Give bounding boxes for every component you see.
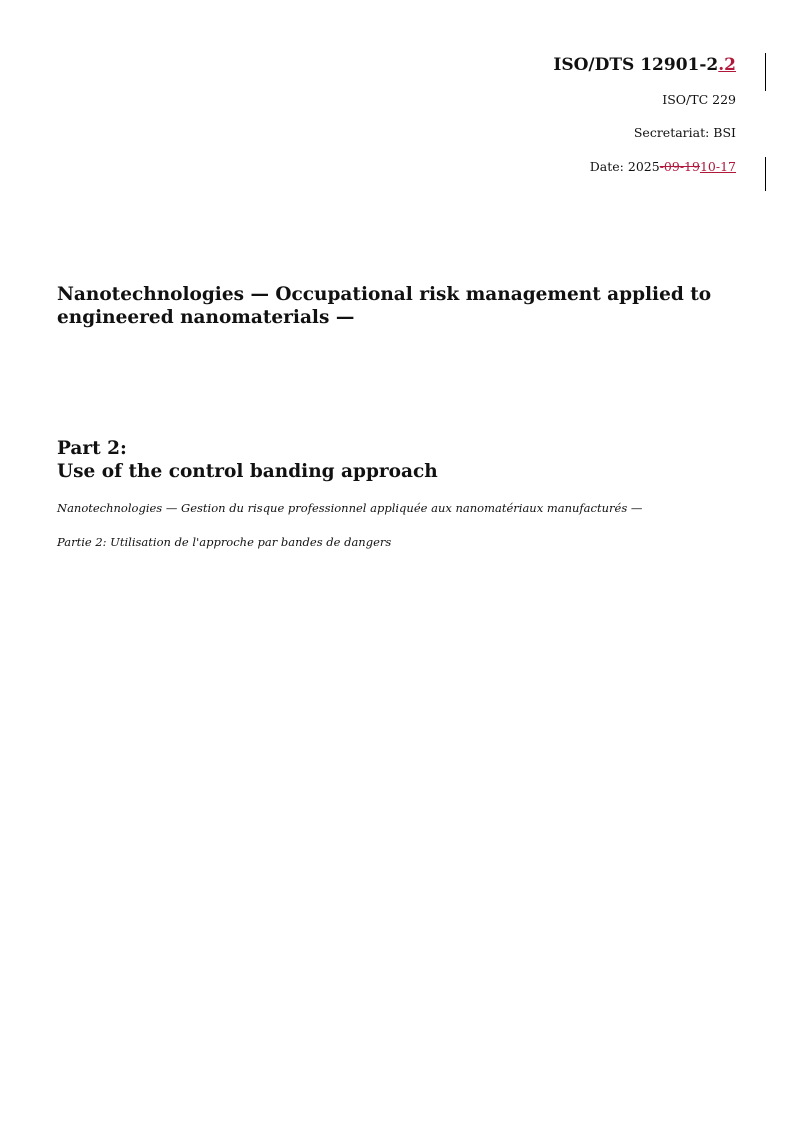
inserted-revision: .2 <box>718 55 736 75</box>
change-bar <box>765 53 766 91</box>
main-title <box>57 283 711 329</box>
deleted-date: -09-19 <box>659 159 700 174</box>
french-part: Partie 2: Utilisation de l'approche par bandes de dangers <box>57 535 392 549</box>
date <box>590 159 736 174</box>
french-title: Nanotechnologies — Gestion du risque professionnel appliquée aux nanomatériaux manufacturés — <box>57 501 643 515</box>
title-line-1: Nanotechnologies — Occupational risk management applied to <box>57 284 712 305</box>
change-bar <box>765 157 766 191</box>
date-prefix: Date: 2025 <box>589 159 660 174</box>
doc-number-text: ISO/DTS 12901-2 <box>553 55 719 75</box>
inserted-date: 10-17 <box>699 159 736 174</box>
committee: ISO/TC 229 <box>662 92 736 107</box>
part-label: Part 2: <box>57 438 127 459</box>
part-title-text: Use of the control banding approach <box>57 461 438 482</box>
secretariat: Secretariat: BSI <box>633 125 736 140</box>
document-number <box>553 55 736 75</box>
part-title <box>57 437 438 483</box>
title-line-2: engineered nanomaterials — <box>57 307 355 328</box>
